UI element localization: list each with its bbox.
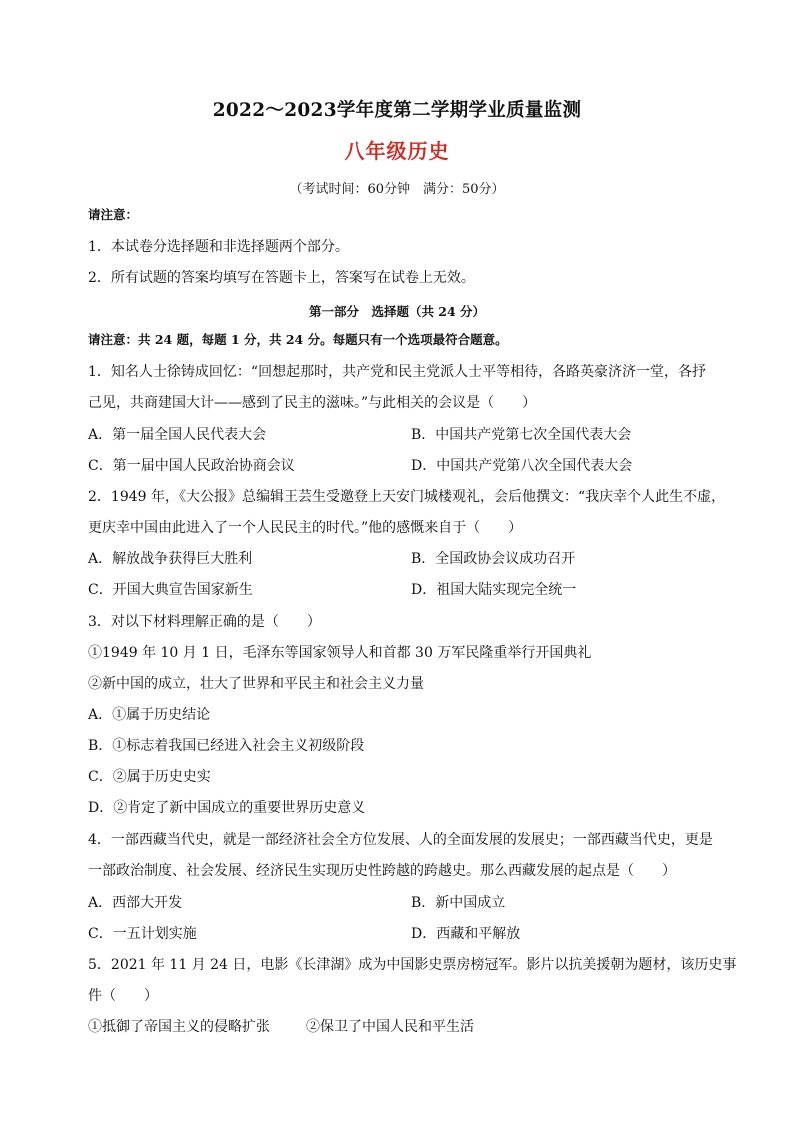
question-1-stem-cont: 己见，共商建国大计——感到了民主的滋味。”与此相关的会议是（ ） [88,395,537,411]
question-2-stem-cont: 更庆幸中国由此进入了一个人民民主的时代。”他的感慨来自于（ ） [88,520,523,536]
question-5-material-2: ②保卫了中国人民和平生活 [306,1019,474,1035]
section-title: 第一部分 选择题（共 24 分） [308,304,486,319]
question-3-stem: 3．对以下材料理解正确的是（ ） [88,614,321,630]
notice-item: 1．本试卷分选择题和非选择题两个部分。 [88,239,349,255]
question-3-material-2: ②新中国的成立，壮大了世界和平民主和社会主义力量 [88,676,424,692]
question-4-stem-cont: 一部政治制度、社会发展、经济民生实现历史性跨越的跨越史。那么西藏发展的起点是（ ） [88,863,676,879]
exam-title: 2022～2023学年度第二学期学业质量监测 [212,100,582,121]
question-5-stem: 5．2021 年 11 月 24 日，电影《长津湖》成为中国影史票房榜冠军。影片以抗美援朝为题材，该历史事 [88,957,737,973]
question-3-option-c: C．②属于历史史实 [88,769,211,785]
exam-info: （考试时间：60分钟 满分：50分） [289,182,505,197]
question-5-stem-cont: 件（ ） [88,988,158,1004]
subject-title: 八年级历史 [344,139,450,163]
question-1-stem: 1．知名人士徐铸成回忆：“回想起那时，共产党和民主党派人士平等相待，各路英豪济济一堂，各抒 [88,364,707,380]
question-4-option-a: A．西部大开发 [88,895,183,911]
question-1-option-a: A．第一届全国人民代表大会 [88,427,267,443]
question-2-option-a: A．解放战争获得巨大胜利 [88,551,253,567]
question-3-option-d: D．②肯定了新中国成立的重要世界历史意义 [88,800,366,816]
question-5-material-1: ①抵御了帝国主义的侵略扩张 [88,1019,270,1035]
section-instruction: 请注意：共 24 题，每题 1 分，共 24 分。每题只有一个选项最符合题意。 [88,332,508,347]
question-2-option-b: B．全国政协会议成功召开 [411,551,576,567]
question-4-option-d: D．西藏和平解放 [411,926,521,942]
question-3-material-1: ①1949 年 10 月 1 日，毛泽东等国家领导人和首都 30 万军民隆重举行开国典礼 [88,645,592,661]
question-2-option-c: C．开国大典宣告国家新生 [88,582,253,598]
question-3-option-a: A．①属于历史结论 [88,707,211,723]
question-4-option-b: B．新中国成立 [411,895,506,911]
question-1-option-b: B．中国共产党第七次全国代表大会 [411,427,632,443]
notice-item: 2．所有试题的答案均填写在答题卡上，答案写在试卷上无效。 [88,270,475,286]
question-3-option-b: B．①标志着我国已经进入社会主义初级阶段 [88,738,365,754]
question-2-option-d: D．祖国大陆实现完全统一 [411,582,577,598]
question-1-option-d: D．中国共产党第八次全国代表大会 [411,458,633,474]
question-4-option-c: C．一五计划实施 [88,926,197,942]
question-4-stem: 4．一部西藏当代史，就是一部经济社会全方位发展、人的全面发展的发展史；一部西藏当代史，更是 [88,832,713,848]
question-2-stem: 2．1949 年，《大公报》总编辑王芸生受邀登上天安门城楼观礼，会后他撰文：“我庆幸个人此生不虚， [88,489,726,505]
notice-heading: 请注意： [88,207,139,222]
question-1-option-c: C．第一届中国人民政治协商会议 [88,458,295,474]
